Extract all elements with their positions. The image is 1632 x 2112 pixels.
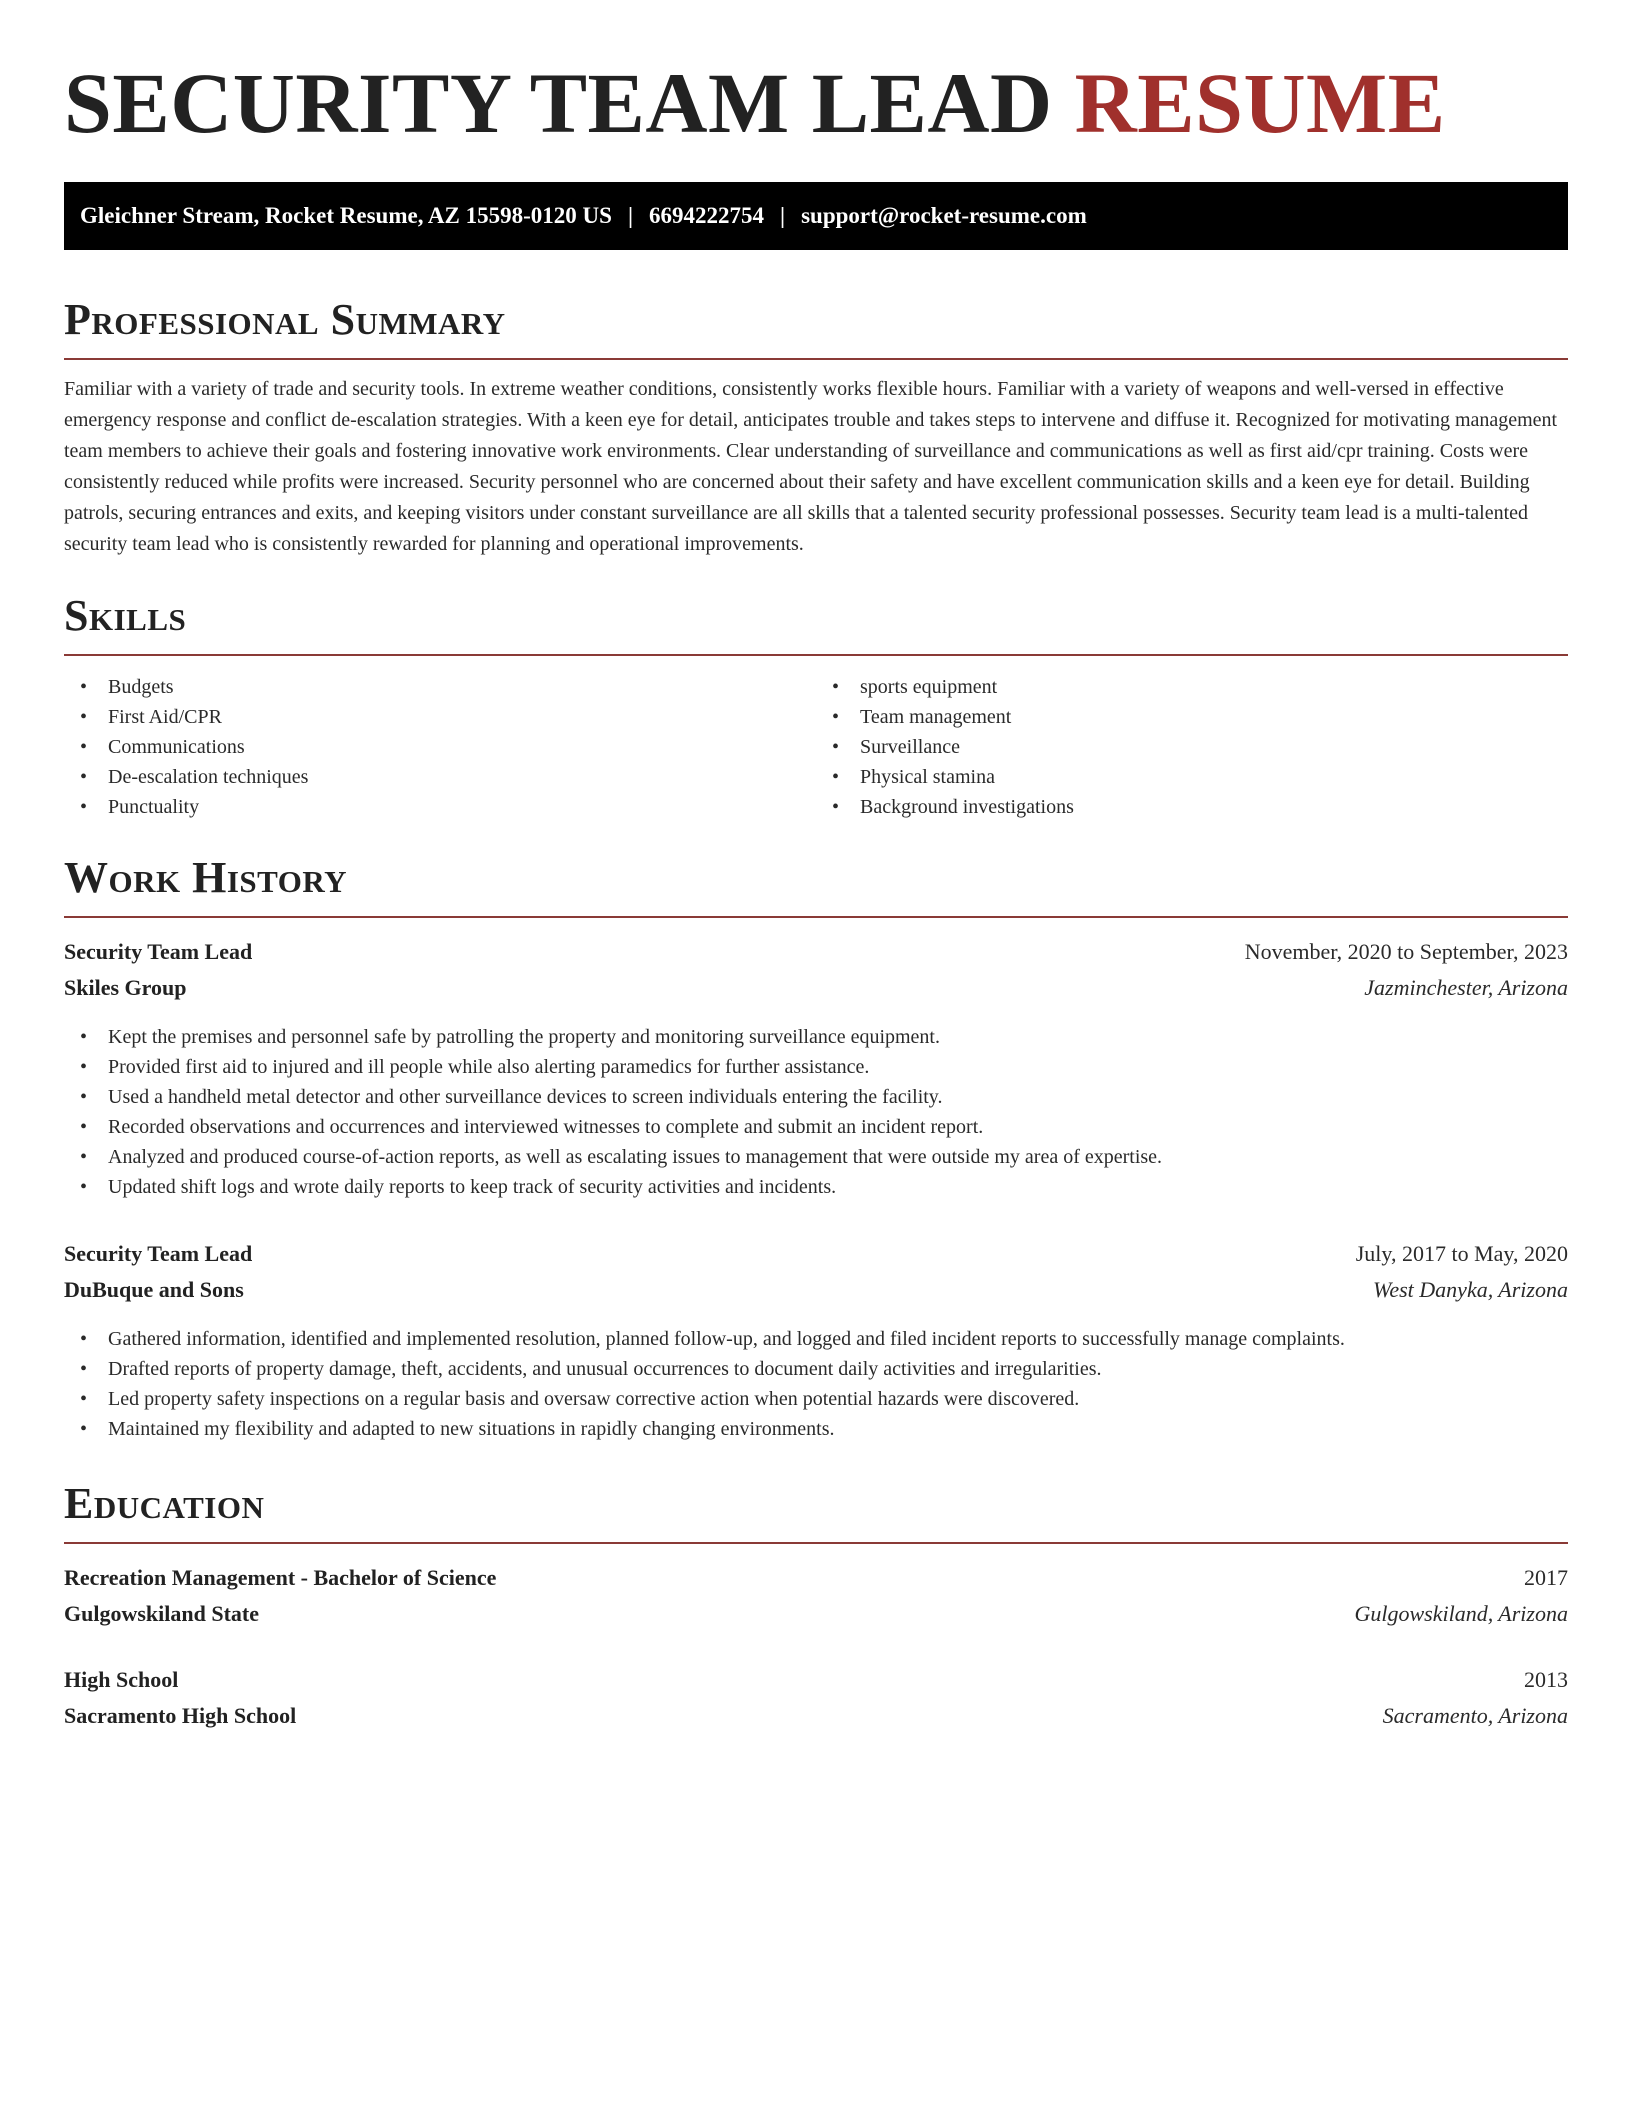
- skill-item: [80, 702, 816, 732]
- skill-label: Punctuality: [108, 796, 200, 818]
- contact-separator: |: [627, 203, 634, 228]
- job-duty-text: Kept the premises and personnel safe by patrolling the property and monitoring surveillance equipment.: [108, 1026, 940, 1048]
- job-dates: November, 2020 to September, 2023: [1244, 939, 1568, 964]
- job-duty-item: [80, 1082, 1568, 1112]
- bullet-icon: •: [80, 736, 88, 758]
- skill-item: [832, 792, 1568, 822]
- job-duty-text: Analyzed and produced course-of-action reports, as well as escalating issues to management that were outside my area of expertise.: [108, 1146, 1163, 1168]
- job-duty-text: Gathered information, identified and implemented resolution, planned follow-up, and logged and filed incident reports to successfully manage complaints.: [108, 1328, 1345, 1350]
- job-duties-list: [64, 1022, 1568, 1202]
- bullet-icon: •: [80, 676, 88, 698]
- job-header-row: [64, 934, 1568, 970]
- skills-columns: [64, 672, 1568, 822]
- summary-text: Familiar with a variety of trade and security tools. In extreme weather conditions, consistently works flexible hours. Familiar with a variety of weapons and well-versed in effective emergency response and conflict de-escalation strategies. With a keen eye for detail, anticipates trouble and takes steps to intervene and diffuse it. Recognized for motivating management team members to achieve their goals and fostering innovative work environments. Clear understanding of surveillance and communications as well as first aid/cpr training. Costs were consistently reduced while profits were increased. Security personnel who are concerned about their safety and have excellent communication skills and a keen eye for detail. Building patrols, securing entrances and exits, and keeping visitors under constant surveillance are all skills that a talented security professional possesses. Security team lead is a multi-talented security team lead who is consistently rewarded for planning and operational improvements.: [64, 378, 1558, 555]
- section-divider: [64, 654, 1568, 656]
- skills-heading: Skills: [64, 591, 187, 640]
- bullet-icon: •: [80, 706, 88, 728]
- job-duty-item: [80, 1112, 1568, 1142]
- skills-list-right: [816, 672, 1568, 822]
- education-entry: [64, 1560, 1568, 1632]
- bullet-icon: •: [80, 1328, 88, 1350]
- skill-label: Background investigations: [860, 796, 1074, 818]
- education-school-row: [64, 1698, 1568, 1734]
- bullet-icon: •: [80, 1086, 88, 1108]
- bullet-icon: •: [80, 796, 88, 818]
- summary-section: [64, 294, 1568, 560]
- skill-item: [80, 672, 816, 702]
- job-duty-item: [80, 1354, 1568, 1384]
- summary-heading: Professional Summary: [64, 295, 506, 344]
- contact-address: Gleichner Stream, Rocket Resume, AZ 15598-0120 US: [80, 203, 612, 228]
- skill-label: Physical stamina: [860, 766, 995, 788]
- skill-label: Communications: [108, 736, 245, 758]
- job-duty-text: Provided first aid to injured and ill people while also alerting paramedics for further assistance.: [108, 1056, 870, 1078]
- skill-item: [80, 792, 816, 822]
- contact-phone[interactable]: 6694222754: [649, 203, 765, 228]
- skill-item: [832, 732, 1568, 762]
- skill-label: First Aid/CPR: [108, 706, 222, 728]
- job-entry: [64, 934, 1568, 1202]
- title-accent: RESUME: [1074, 55, 1446, 151]
- page-title: [64, 48, 1568, 158]
- education-section: [64, 1478, 1568, 1734]
- skill-item: [80, 762, 816, 792]
- job-dates: July, 2017 to May, 2020: [1355, 1241, 1568, 1266]
- skill-item: [832, 672, 1568, 702]
- education-school-row: [64, 1596, 1568, 1632]
- job-duty-item: [80, 1052, 1568, 1082]
- job-location: Jazminchester, Arizona: [1364, 975, 1568, 1000]
- job-duty-text: Drafted reports of property damage, theft, accidents, and unusual occurrences to document daily activities and irregularities.: [108, 1358, 1102, 1380]
- job-duty-text: Maintained my flexibility and adapted to new situations in rapidly changing environments.: [108, 1418, 835, 1440]
- bullet-icon: •: [832, 766, 840, 788]
- bullet-icon: •: [80, 1146, 88, 1168]
- skill-label: Budgets: [108, 676, 174, 698]
- bullet-icon: •: [80, 1026, 88, 1048]
- bullet-icon: •: [80, 1418, 88, 1440]
- job-duty-item: [80, 1022, 1568, 1052]
- job-duties-list: [64, 1324, 1568, 1444]
- job-duty-text: Led property safety inspections on a regular basis and oversaw corrective action when potential hazards were discovered.: [108, 1388, 1080, 1410]
- education-heading: Education: [64, 1479, 265, 1528]
- education-header-row: [64, 1560, 1568, 1596]
- job-company: DuBuque and Sons: [64, 1277, 244, 1302]
- education-year: 2017: [1524, 1565, 1568, 1590]
- education-location: Gulgowskiland, Arizona: [1354, 1601, 1568, 1626]
- bullet-icon: •: [80, 1116, 88, 1138]
- job-duty-item: [80, 1414, 1568, 1444]
- bullet-icon: •: [832, 706, 840, 728]
- bullet-icon: •: [80, 1056, 88, 1078]
- contact-email[interactable]: support@rocket-resume.com: [801, 203, 1087, 228]
- skill-item: [832, 702, 1568, 732]
- skills-section: [64, 590, 1568, 822]
- education-degree: Recreation Management - Bachelor of Science: [64, 1565, 497, 1590]
- job-entry: [64, 1236, 1568, 1444]
- job-title: Security Team Lead: [64, 939, 253, 964]
- job-duty-text: Used a handheld metal detector and other surveillance devices to screen individuals entering the facility.: [108, 1086, 943, 1108]
- skills-list-left: [64, 672, 816, 822]
- section-divider: [64, 916, 1568, 918]
- education-location: Sacramento, Arizona: [1382, 1703, 1568, 1728]
- bullet-icon: •: [832, 796, 840, 818]
- job-header-row: [64, 1236, 1568, 1272]
- education-year: 2013: [1524, 1667, 1568, 1692]
- bullet-icon: •: [832, 736, 840, 758]
- section-divider: [64, 358, 1568, 360]
- job-company-row: [64, 1272, 1568, 1308]
- skill-label: Surveillance: [860, 736, 960, 758]
- skill-label: De-escalation techniques: [108, 766, 309, 788]
- job-company: Skiles Group: [64, 975, 187, 1000]
- skill-item: [832, 762, 1568, 792]
- job-duty-item: [80, 1142, 1568, 1172]
- work-history-heading: Work History: [64, 853, 348, 902]
- job-title: Security Team Lead: [64, 1241, 253, 1266]
- bullet-icon: •: [80, 766, 88, 788]
- education-degree: High School: [64, 1667, 179, 1692]
- contact-separator: |: [780, 203, 786, 228]
- skill-label: sports equipment: [860, 676, 998, 698]
- contact-bar: [64, 182, 1568, 250]
- bullet-icon: •: [80, 1176, 88, 1198]
- job-company-row: [64, 970, 1568, 1006]
- job-duty-item: [80, 1324, 1568, 1354]
- education-header-row: [64, 1662, 1568, 1698]
- work-history-section: [64, 852, 1568, 1444]
- title-main: SECURITY TEAM LEAD: [64, 55, 1053, 151]
- skill-label: Team management: [860, 706, 1012, 728]
- bullet-icon: •: [80, 1358, 88, 1380]
- section-divider: [64, 1542, 1568, 1544]
- education-school: Gulgowskiland State: [64, 1601, 259, 1626]
- job-duty-item: [80, 1172, 1568, 1202]
- education-entry: [64, 1662, 1568, 1734]
- bullet-icon: •: [80, 1388, 88, 1410]
- bullet-icon: •: [832, 676, 840, 698]
- job-location: West Danyka, Arizona: [1373, 1277, 1568, 1302]
- job-duty-text: Recorded observations and occurrences and interviewed witnesses to complete and submit an incident report.: [108, 1116, 984, 1138]
- job-duty-text: Updated shift logs and wrote daily reports to keep track of security activities and incidents.: [108, 1176, 837, 1198]
- job-duty-item: [80, 1384, 1568, 1414]
- skill-item: [80, 732, 816, 762]
- education-school: Sacramento High School: [64, 1703, 297, 1728]
